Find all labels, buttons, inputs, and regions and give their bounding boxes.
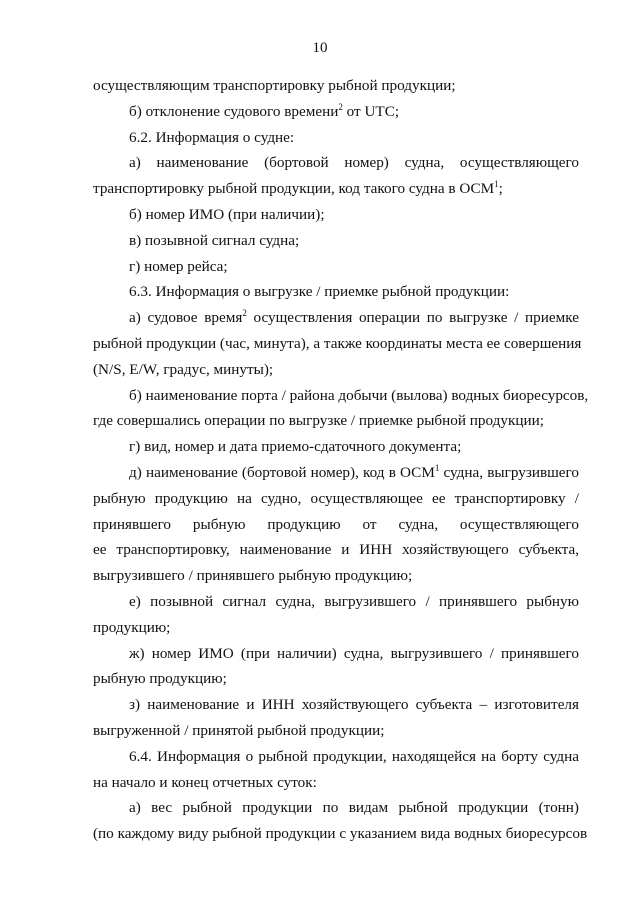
- text-line: [93, 537, 579, 563]
- text-segment: а) судовое время: [129, 309, 243, 327]
- footnote-marker: 1: [494, 179, 499, 190]
- text-line: [93, 279, 579, 305]
- text-line: [93, 99, 579, 125]
- text-segment: принявшего рыбную продукцию от судна, осуществляющего: [93, 515, 579, 533]
- text-segment: е) позывной сигнал судна, выгрузившего / принявшего рыбную: [129, 592, 579, 610]
- text-line: [93, 615, 579, 641]
- footnote-marker: 2: [242, 308, 247, 319]
- text-line: [93, 718, 579, 744]
- text-segment: в) позывной сигнал судна;: [129, 231, 300, 249]
- text-line: [93, 408, 579, 434]
- text-segment: д) наименование (бортовой номер), код в ОСМ: [129, 463, 435, 481]
- text-segment: 6.4. Информация о рыбной продукции, находящейся на борту судна: [129, 747, 579, 765]
- text-line: [93, 202, 579, 228]
- text-segment: выгруженной / принятой рыбной продукции;: [93, 721, 385, 739]
- text-segment: б) отклонение судового времени: [129, 102, 339, 120]
- text-line: [93, 73, 579, 99]
- text-line: [93, 486, 579, 512]
- text-line: [93, 357, 579, 383]
- text-line: [93, 692, 579, 718]
- text-segment: судна, выгрузившего: [439, 463, 579, 481]
- text-segment: транспортировку рыбной продукции, код такого судна в ОСМ: [93, 180, 495, 198]
- text-segment: 6.2. Информация о судне:: [129, 128, 295, 146]
- text-line: [93, 589, 579, 615]
- text-line: [93, 666, 579, 692]
- text-line: [93, 305, 579, 331]
- text-segment: на начало и конец отчетных суток:: [93, 773, 317, 791]
- text-segment: а) вес рыбной продукции по видам рыбной продукции (тонн): [129, 799, 579, 817]
- text-line: [93, 770, 579, 796]
- text-line: [93, 383, 589, 409]
- text-line: [93, 331, 582, 357]
- text-line: [93, 744, 579, 770]
- text-line: [93, 512, 579, 538]
- text-segment: ее транспортировку, наименование и ИНН хозяйствующего субъекта,: [93, 541, 579, 559]
- text-line: [93, 460, 579, 486]
- text-line: [93, 125, 579, 151]
- text-segment: 6.3. Информация о выгрузке / приемке рыбной продукции:: [129, 283, 510, 301]
- document-body: [93, 73, 589, 847]
- text-segment: осуществления операции по выгрузке / приемке: [246, 309, 579, 327]
- text-segment: от UTC;: [342, 102, 400, 120]
- text-line: [93, 434, 579, 460]
- text-line: [93, 228, 579, 254]
- text-segment: г) вид, номер и дата приемо-сдаточного документа;: [129, 438, 462, 456]
- text-segment: где совершались операции по выгрузке / приемке рыбной продукции;: [93, 412, 544, 430]
- text-segment: г) номер рейса;: [129, 257, 228, 275]
- text-line: [93, 821, 588, 847]
- text-line: [93, 254, 579, 280]
- page-number: 10: [312, 40, 328, 56]
- text-line: [93, 150, 579, 176]
- text-line: [93, 563, 579, 589]
- text-segment: б) номер ИМО (при наличии);: [129, 205, 325, 223]
- text-segment: з) наименование и ИНН хозяйствующего субъекта – изготовителя: [129, 696, 579, 714]
- text-line: [93, 795, 579, 821]
- text-segment: (по каждому виду рыбной продукции с указанием вида водных биоресурсов: [93, 825, 588, 843]
- text-segment: выгрузившего / принявшего рыбную продукцию;: [93, 567, 413, 585]
- footnote-marker: 1: [434, 462, 440, 473]
- text-segment: осуществляющим транспортировку рыбной продукции;: [93, 77, 456, 94]
- text-segment: а) наименование (бортовой номер) судна, осуществляющего: [129, 154, 579, 172]
- text-segment: рыбную продукцию;: [93, 670, 227, 688]
- text-line: [93, 641, 579, 667]
- text-segment: ;: [498, 180, 503, 198]
- text-line: [93, 176, 579, 202]
- text-segment: продукцию;: [93, 618, 171, 636]
- text-segment: ж) номер ИМО (при наличии) судна, выгрузившего / принявшего: [129, 644, 579, 662]
- text-segment: рыбную продукцию на судно, осуществляющее ее транспортировку /: [93, 489, 579, 507]
- text-segment: рыбной продукции (час, минута), а также координаты места ее совершения: [93, 334, 582, 352]
- text-segment: б) наименование порта / района добычи (вылова) водных биоресурсов,: [129, 386, 589, 404]
- text-segment: (N/S, E/W, градус, минуты);: [93, 360, 274, 378]
- footnote-marker: 2: [338, 101, 343, 112]
